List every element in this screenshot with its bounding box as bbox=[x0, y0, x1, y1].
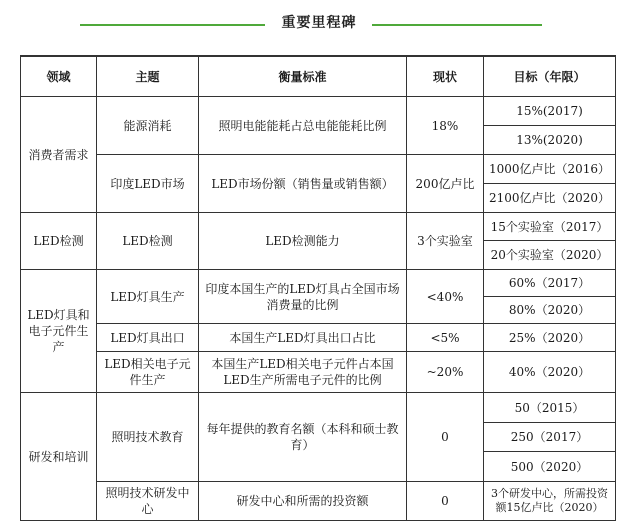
measure-rd-center: 研发中心和所需的投资额 bbox=[199, 482, 407, 521]
topic-lamp-production: LED灯具生产 bbox=[97, 270, 199, 324]
field-led-manufacturing: LED灯具和电子元件生产 bbox=[21, 270, 97, 393]
measure-lamp-export: 本国生产LED灯具出口占比 bbox=[199, 324, 407, 352]
field-led-testing: LED检测 bbox=[21, 213, 97, 270]
topic-rd-center: 照明技术研发中心 bbox=[97, 482, 199, 521]
target-energy-2020: 13%(2020) bbox=[484, 126, 616, 155]
page-title: 重要里程碑 bbox=[281, 15, 357, 31]
target-education-2015: 50（2015） bbox=[484, 393, 616, 423]
title-divider-left bbox=[80, 24, 265, 26]
topic-testing: LED检测 bbox=[97, 213, 199, 270]
title-divider-right bbox=[372, 24, 542, 26]
header-topic: 主题 bbox=[97, 57, 199, 97]
target-energy-2017: 15%(2017) bbox=[484, 97, 616, 126]
status-lamp-production: <40% bbox=[407, 270, 484, 324]
status-lamp-export: <5% bbox=[407, 324, 484, 352]
target-market-2016: 1000亿卢比（2016） bbox=[484, 155, 616, 184]
status-india-market: 200亿卢比 bbox=[407, 155, 484, 213]
topic-education: 照明技术教育 bbox=[97, 393, 199, 482]
target-testing-2020: 20个实验室（2020） bbox=[484, 241, 616, 270]
target-education-2020: 500（2020） bbox=[484, 452, 616, 482]
topic-india-market: 印度LED市场 bbox=[97, 155, 199, 213]
measure-energy: 照明电能能耗占总电能能耗比例 bbox=[199, 97, 407, 155]
status-rd-center: 0 bbox=[407, 482, 484, 521]
target-lamp-2017: 60%（2017） bbox=[484, 270, 616, 297]
measure-testing: LED检测能力 bbox=[199, 213, 407, 270]
status-testing: 3个实验室 bbox=[407, 213, 484, 270]
header-target: 目标（年限） bbox=[484, 57, 616, 97]
status-components: ~20% bbox=[407, 352, 484, 393]
target-export-2020: 25%（2020） bbox=[484, 324, 616, 352]
header-measure: 衡量标准 bbox=[199, 57, 407, 97]
milestone-table bbox=[20, 55, 616, 521]
target-testing-2017: 15个实验室（2017） bbox=[484, 213, 616, 241]
target-market-2020: 2100亿卢比（2020） bbox=[484, 184, 616, 213]
field-consumer: 消费者需求 bbox=[21, 97, 97, 213]
topic-components: LED相关电子元件生产 bbox=[97, 352, 199, 393]
header-status: 现状 bbox=[407, 57, 484, 97]
measure-education: 每年提供的教育名额（本科和硕士教育） bbox=[199, 393, 407, 482]
measure-lamp-production: 印度本国生产的LED灯具占全国市场消费量的比例 bbox=[199, 270, 407, 324]
measure-india-market: LED市场份额（销售量或销售额） bbox=[199, 155, 407, 213]
measure-components: 本国生产LED相关电子元件占本国LED生产所需电子元件的比例 bbox=[199, 352, 407, 393]
status-energy: 18% bbox=[407, 97, 484, 155]
target-components-2020: 40%（2020） bbox=[484, 352, 616, 393]
status-education: 0 bbox=[407, 393, 484, 482]
target-rd-center-2020: 3个研发中心，所需投资额15亿卢比（2020） bbox=[484, 482, 616, 521]
topic-lamp-export: LED灯具出口 bbox=[97, 324, 199, 352]
field-research: 研发和培训 bbox=[21, 393, 97, 521]
header-field: 领域 bbox=[21, 57, 97, 97]
topic-energy: 能源消耗 bbox=[97, 97, 199, 155]
target-lamp-2020: 80%（2020） bbox=[484, 297, 616, 324]
title-banner bbox=[0, 0, 630, 50]
target-education-2017: 250（2017） bbox=[484, 423, 616, 452]
